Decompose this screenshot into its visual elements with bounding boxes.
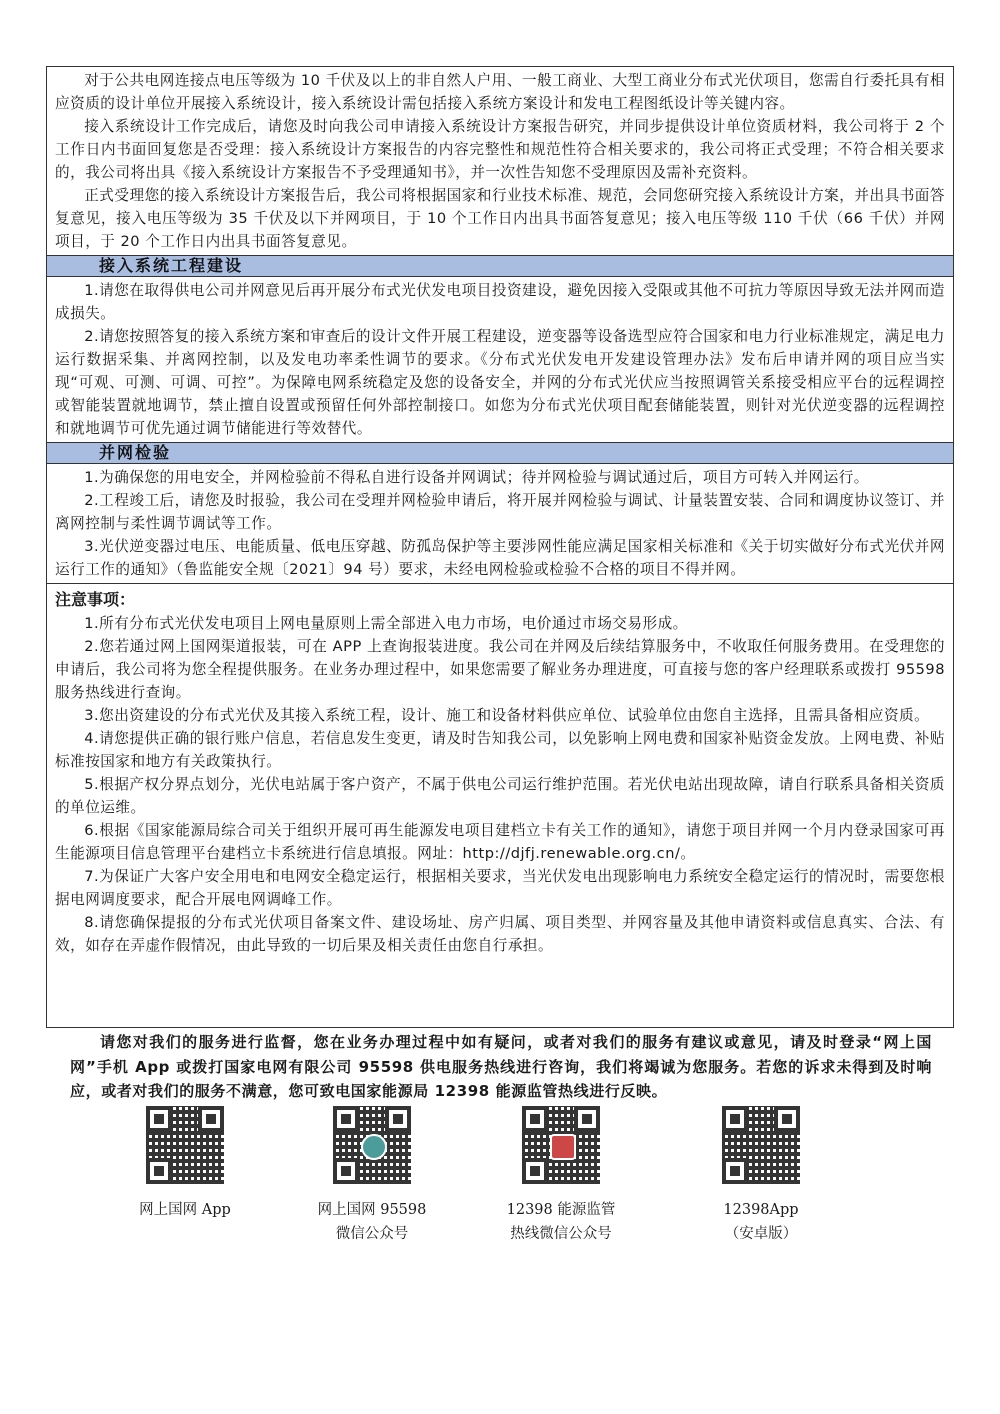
qr-code-icon[interactable] [146,1106,224,1184]
paragraph: 2.您若通过网上国网渠道报装，可在 APP 上查询报装进度。我公司在并网及后续结算服务中，不收取任何服务费用。在受理您的申请后，我公司将为您全程提供服务。在业务办理过程中，如果您需要了解业务办理进度，可直接与您的客户经理联系或拨打 95598 服务热线进行查询。 [55,638,945,701]
paragraph: 5.根据产权分界点划分，光伏电站属于客户资产，不属于供电公司运行维护范围。若光伏电站出现故障，请自行联系具备相关资质的单位运维。 [55,776,945,816]
paragraph: 3.您出资建设的分布式光伏及其接入系统工程，设计、施工和设备材料供应单位、试验单位由您自主选择，且需具备相应资质。 [84,707,930,724]
qr-code-row [0,1098,1000,1248]
qr-caption-line2: 微信公众号 [335,1226,409,1242]
service-footer-text: 请您对我们的服务进行监督，您在业务办理过程中如有疑问，或者对我们的服务有建议或意见，请及时登录“网上国网”手机 App 或拨打国家电网有限公司 95598 供电服务热线进行咨询，我们将竭诚为您服务。若您的诉求未得到及时响应，或者对我们的服务不满意，您可致电国家能源局 12398 能源监管热线进行反映。 [70,1033,932,1100]
construction-block [47,277,953,443]
paragraph: 8.请您确保提报的分布式光伏项目备案文件、建设场址、房产归属、项目类型、并网容量及其他申请资料或信息真实、合法、有效，如存在弄虚作假情况，由此导致的一切后果及相关责任由您自行承担。 [55,914,945,954]
section-header-construction: 接入系统工程建设 [47,256,953,277]
document-frame [46,66,954,1028]
qr-caption-line1: 网上国网 95598 [317,1202,427,1218]
paragraph: 2.工程竣工后，请您及时报验，我公司在受理并网检验申请后，将开展并网检验与调试、计量装置安装、合同和调度协议签订、并离网控制与柔性调节调试等工作。 [55,492,945,532]
paragraph: 1.为确保您的用电安全，并网检验前不得私自进行设备并网调试；待并网检验与调试通过后，项目方可转入并网运行。 [84,469,869,486]
qr-caption-line1: 12398App [723,1202,799,1218]
paragraph: 6.根据《国家能源局综合司关于组织开展可再生能源发电项目建档立卡有关工作的通知》，请您于项目并网一个月内登录国家可再生能源项目信息管理平台建档立卡系统进行信息填报。网址：http://djfj.renewable.org.cn/。 [55,822,945,862]
paragraph: 正式受理您的接入系统设计方案报告后，我公司将根据国家和行业技术标准、规范，会同您研究接入系统设计方案，并出具书面答复意见，接入电压等级为 35 千伏及以下并网项目，于 10 个工作日内出具书面答复意见；接入电压等级 110 千伏（66 千伏）并网项目，于 20 个工作日内出具书面答复意见。 [55,187,945,250]
paragraph: 1.请您在取得供电公司并网意见后再开展分布式光伏发电项目投资建设，避免因接入受限或其他不可抗力等原因导致无法并网而造成损失。 [55,282,945,322]
qr-code-icon[interactable] [722,1106,800,1184]
notice-block [47,584,953,959]
qr-caption [671,1198,851,1246]
paragraph: 7.为保证广大客户安全用电和电网安全稳定运行，根据相关要求，当光伏发电出现影响电力系统安全稳定运行的情况时，需要您根据电网调度要求，配合开展电网调峰工作。 [55,868,945,908]
intro-block [47,67,953,256]
paragraph: 4.请您提供正确的银行账户信息，若信息发生变更，请及时告知我公司，以免影响上网电费和国家补贴资金发放。上网电费、补贴标准按国家和地方有关政策执行。 [55,730,945,770]
qr-code-icon[interactable] [522,1106,600,1184]
inspection-block [47,464,953,584]
qr-caption-line1: 网上国网 App [139,1202,231,1218]
qr-caption-line2: 热线微信公众号 [510,1226,612,1242]
paragraph: 3.光伏逆变器过电压、电能质量、低电压穿越、防孤岛保护等主要涉网性能应满足国家相关标准和《关于切实做好分布式光伏并网运行工作的通知》（鲁监能安全规〔2021〕94 号）要求，未经电网检验或检验不合格的项目不得并网。 [55,538,945,578]
paragraph: 2.请您按照答复的接入系统方案和审查后的设计文件开展工程建设，逆变器等设备选型应符合国家和电力行业标准规定，满足电力运行数据采集、并离网控制，以及发电功率柔性调节的要求。《分布式光伏发电开发建设管理办法》发布后申请并网的项目应当实现“可观、可测、可调、可控”。为保障电网系统稳定及您的设备安全，并网的分布式光伏应当按照调管关系接受相应平台的远程调控或智能装置就地调节，禁止擅自设置或预留任何外部控制接口。如您为分布式光伏项目配套储能装置，则针对光伏逆变器的远程调控和就地调节可优先通过调节储能进行等效替代。 [55,328,945,437]
notice-title: 注意事项： [55,590,136,609]
qr-code-icon[interactable] [333,1106,411,1184]
qr-caption-line2: （安卓版） [724,1226,798,1242]
section-header-inspection: 并网检验 [47,443,953,464]
qr-caption-line1: 12398 能源监管 [506,1202,616,1218]
qr-caption [471,1198,651,1246]
paragraph: 接入系统设计工作完成后，请您及时向我公司申请接入系统设计方案报告研究，并同步提供设计单位资质材料，我公司将于 2 个工作日内书面回复您是否受理：接入系统设计方案报告的内容完整性和规范性符合相关要求的，我公司将正式受理；不符合相关要求的，我公司将出具《接入系统设计方案报告不予受理通知书》，并一次性告知您不受理原因及需补充资料。 [55,118,945,181]
qr-caption [95,1198,275,1222]
paragraph: 1.所有分布式光伏发电项目上网电量原则上需全部进入电力市场，电价通过市场交易形成。 [84,615,688,632]
qr-caption [282,1198,462,1246]
paragraph: 对于公共电网连接点电压等级为 10 千伏及以上的非自然人户用、一般工商业、大型工商业分布式光伏项目，您需自行委托具有相应资质的设计单位开展接入系统设计，接入系统设计需包括接入系统方案设计和发电工程图纸设计等关键内容。 [55,72,945,112]
